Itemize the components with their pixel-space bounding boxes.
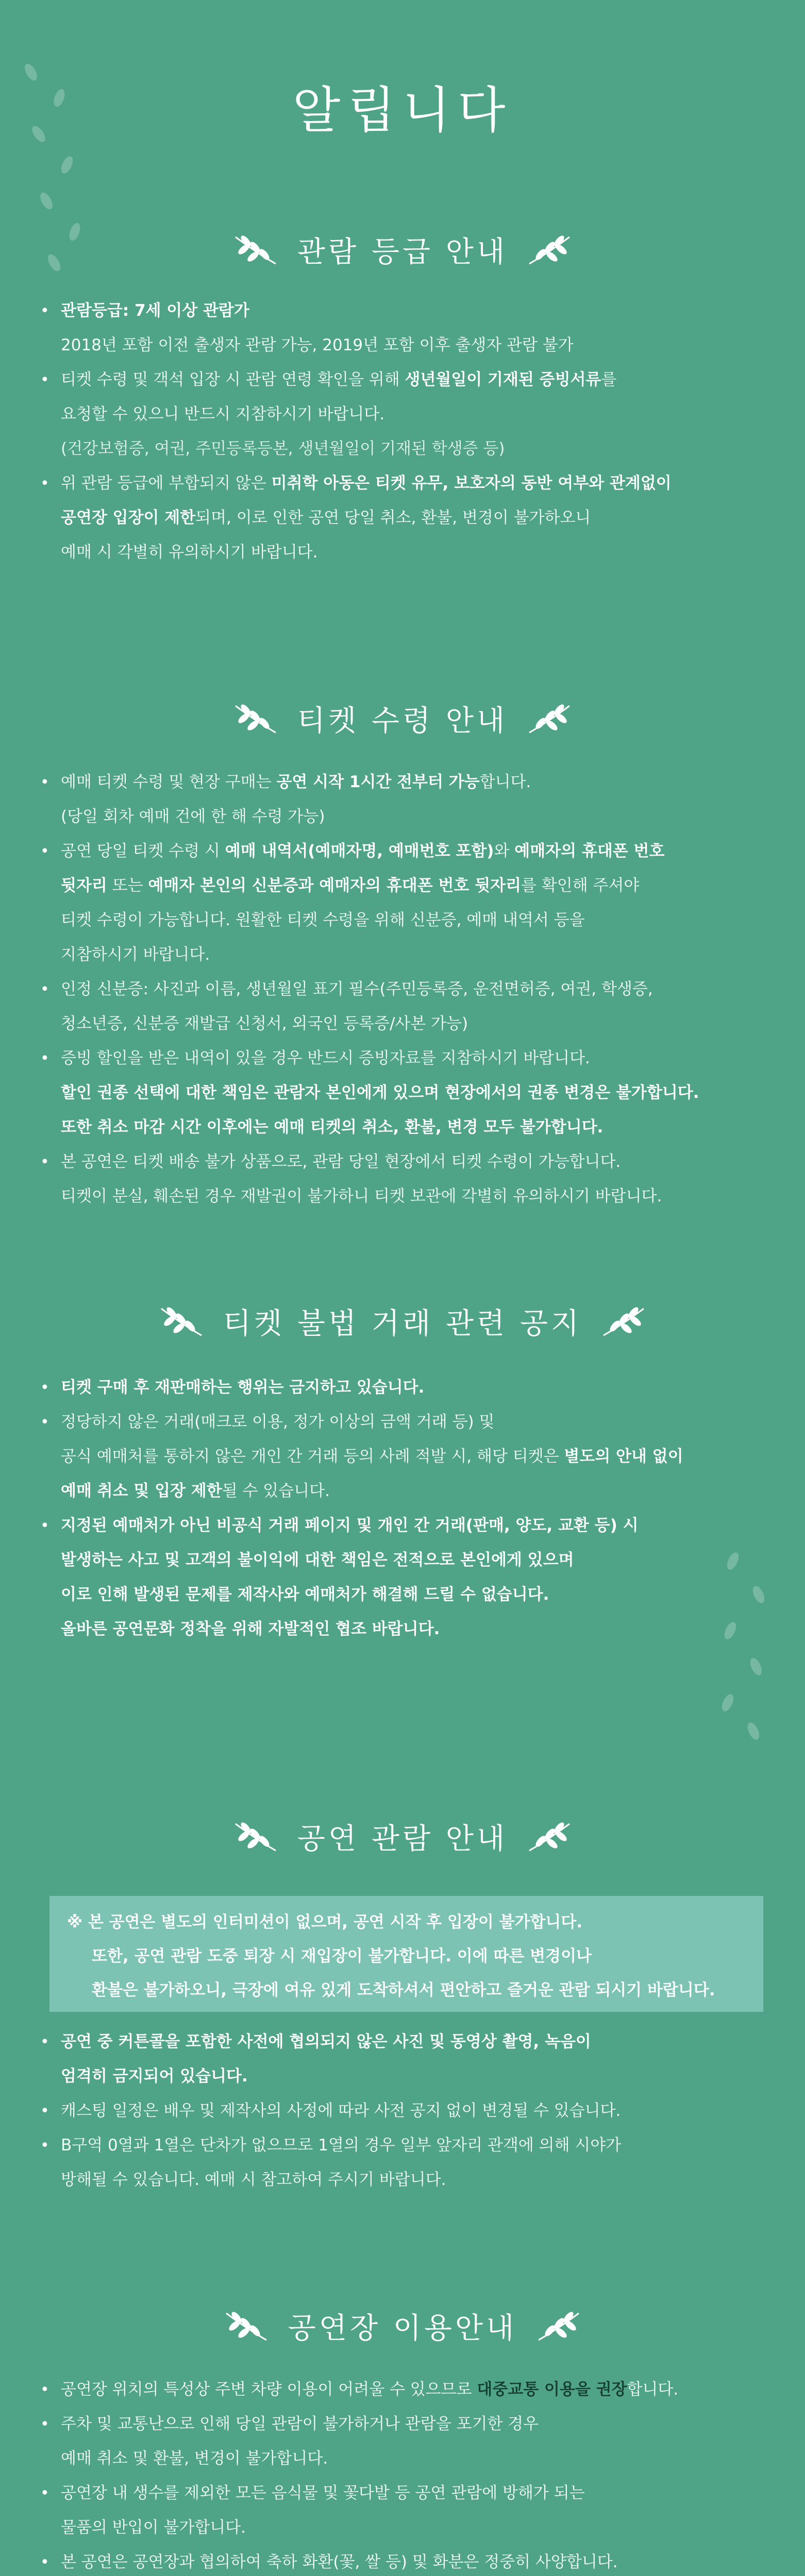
list-item: • 티켓 구매 후 재판매하는 행위는 금지하고 있습니다. (40, 1370, 772, 1405)
laurel-leaf-icon (527, 701, 575, 737)
section-title: 티켓 수령 안내 (297, 704, 508, 738)
list-item: • 공연 당일 티켓 수령 시 예매 내역서(예매자명, 예매번호 포함)와 예매자의 휴대폰 번호 뒷자리 또는 예매자 본인의 신분증과 예매자의 휴대폰 번호 뒷자리를 확인해 주셔야 티켓 수령이 가능합니다. 원활한 티켓 수령을 위해 신분증, 예매 내역서 등을 지참하시기 바랍니다. (40, 834, 772, 972)
section-header (0, 2298, 805, 2354)
list-item: • 공연장 위치의 특성상 주변 차량 이용이 어려울 수 있으므로 대중교통 이용을 권장합니다. (40, 2372, 772, 2407)
laurel-leaf-icon (536, 2308, 584, 2344)
list-item: • 본 공연은 공연장과 협의하여 축하 화환(꽃, 쌀 등) 및 화분은 정중히 사양합니다. (40, 2545, 772, 2576)
notice-list (40, 1370, 772, 1647)
section-rating-info (0, 222, 805, 562)
section-header (0, 1808, 805, 1865)
laurel-leaf-icon (221, 2308, 269, 2344)
notice-list (40, 2025, 772, 2197)
laurel-leaf-icon (527, 232, 575, 268)
list-item: • 본 공연은 티켓 배송 불가 상품으로, 관람 당일 현장에서 티켓 수령이 가능합니다. 티켓이 분실, 훼손된 경우 재발권이 불가하니 티켓 보관에 각별히 유의하시기 바랍니다. (40, 1145, 772, 1214)
notice-list (40, 765, 772, 1214)
list-item: • 티켓 수령 및 객석 입장 시 관람 연령 확인을 위해 생년월일이 기재된 증빙서류를 요청할 수 있으니 반드시 지참하시기 바랍니다. (건강보험증, 여권, 주민등록등본, 생년월일이 기재된 학생증 등) (40, 363, 772, 466)
laurel-leaf-icon (156, 1303, 204, 1340)
list-item: • 예매 티켓 수령 및 현장 구매는 공연 시작 1시간 전부터 가능합니다. (당일 회차 예매 건에 한 해 수령 가능) (40, 765, 772, 834)
list-item: • 캐스팅 일정은 배우 및 제작사의 사정에 따라 사전 공지 없이 변경될 수 있습니다. (40, 2094, 772, 2128)
section-illegal-trade (0, 1293, 805, 1638)
laurel-leaf-icon (230, 1819, 278, 1855)
notice-list (40, 2372, 772, 2576)
list-item: • 인정 신분증: 사진과 이름, 생년월일 표기 필수(주민등록증, 운전면허증, 여권, 학생증, 청소년증, 신분증 재발급 신청서, 외국인 등록증/사본 가능) (40, 972, 772, 1041)
list-item: • B구역 0열과 1열은 단차가 없으므로 1열의 경우 일부 앞자리 관객에 의해 시야가 방해될 수 있습니다. 예매 시 참고하여 주시기 바랍니다. (40, 2128, 772, 2197)
list-item: • 공연장 내 생수를 제외한 모든 음식물 및 꽃다발 등 공연 관람에 방해가 되는 물품의 반입이 불가합니다. (40, 2476, 772, 2545)
section-title: 티켓 불법 거래 관련 공지 (223, 1307, 582, 1341)
list-item: • 지정된 예매처가 아닌 비공식 거래 페이지 및 개인 간 거래(판매, 양도, 교환 등) 시 발생하는 사고 및 고객의 불이익에 대한 책임은 전적으로 본인에게 있으며 이로 인해 발생된 문제를 제작사와 예매처가 해결해 드릴 수 없습니다. 올바른 공연문화 정착을 위해 자발적인 협조 바랍니다. (40, 1509, 772, 1647)
section-title: 공연장 이용안내 (288, 2312, 517, 2345)
section-header (0, 1293, 805, 1350)
section-header (0, 690, 805, 747)
notice-list (40, 294, 772, 570)
section-ticket-pickup (0, 690, 805, 1206)
list-item: • 증빙 할인을 받은 내역이 있을 경우 반드시 증빙자료를 지참하시기 바랍니다. 할인 권종 선택에 대한 책임은 관람자 본인에게 있으며 현장에서의 권종 변경은 불가합니다. 또한 취소 마감 시간 이후에는 예매 티켓의 취소, 환불, 변경 모두 불가합니다. (40, 1041, 772, 1145)
list-item: • 주차 및 교통난으로 인해 당일 관람이 불가하거나 관람을 포기한 경우 예매 취소 및 환불, 변경이 불가합니다. (40, 2407, 772, 2476)
section-viewing-info (0, 1808, 805, 2189)
section-venue-info (0, 2298, 805, 2571)
laurel-leaf-icon (230, 701, 278, 737)
list-item: • 정당하지 않은 거래(매크로 이용, 정가 이상의 금액 거래 등) 및 공식 예매처를 통하지 않은 개인 간 거래 등의 사례 적발 시, 해당 티켓은 별도의 안내 없이 예매 취소 및 입장 제한될 수 있습니다. (40, 1405, 772, 1509)
list-item: • 공연 중 커튼콜을 포함한 사전에 협의되지 않은 사진 및 동영상 촬영, 녹음이 엄격히 금지되어 있습니다. (40, 2025, 772, 2094)
list-item: • 관람등급: 7세 이상 관람가 2018년 포함 이전 출생자 관람 가능, 2019년 포함 이후 출생자 관람 불가 (40, 294, 772, 363)
list-item: • 위 관람 등급에 부합되지 않은 미취학 아동은 티켓 유무, 보호자의 동반 여부와 관계없이 공연장 입장이 제한되며, 이로 인한 공연 당일 취소, 환불, 변경이 불가하오니 예매 시 각별히 유의하시기 바랍니다. (40, 466, 772, 570)
page-title: 알립니다 (292, 81, 513, 139)
laurel-leaf-icon (230, 232, 278, 268)
section-header (0, 222, 805, 278)
laurel-leaf-icon (601, 1303, 649, 1340)
section-title: 공연 관람 안내 (297, 1822, 508, 1856)
intermission-notice-box: ※ 본 공연은 별도의 인터미션이 없으며, 공연 시작 후 입장이 불가합니다. 또한, 공연 관람 도중 퇴장 시 재입장이 불가합니다. 이에 따른 변경이나 환불은 불가하오니, 극장에 여유 있게 도착하셔서 편안하고 즐거운 관람 되시기 바랍니다. (49, 1896, 763, 2012)
section-title: 관람 등급 안내 (297, 235, 508, 269)
laurel-leaf-icon (527, 1819, 575, 1855)
